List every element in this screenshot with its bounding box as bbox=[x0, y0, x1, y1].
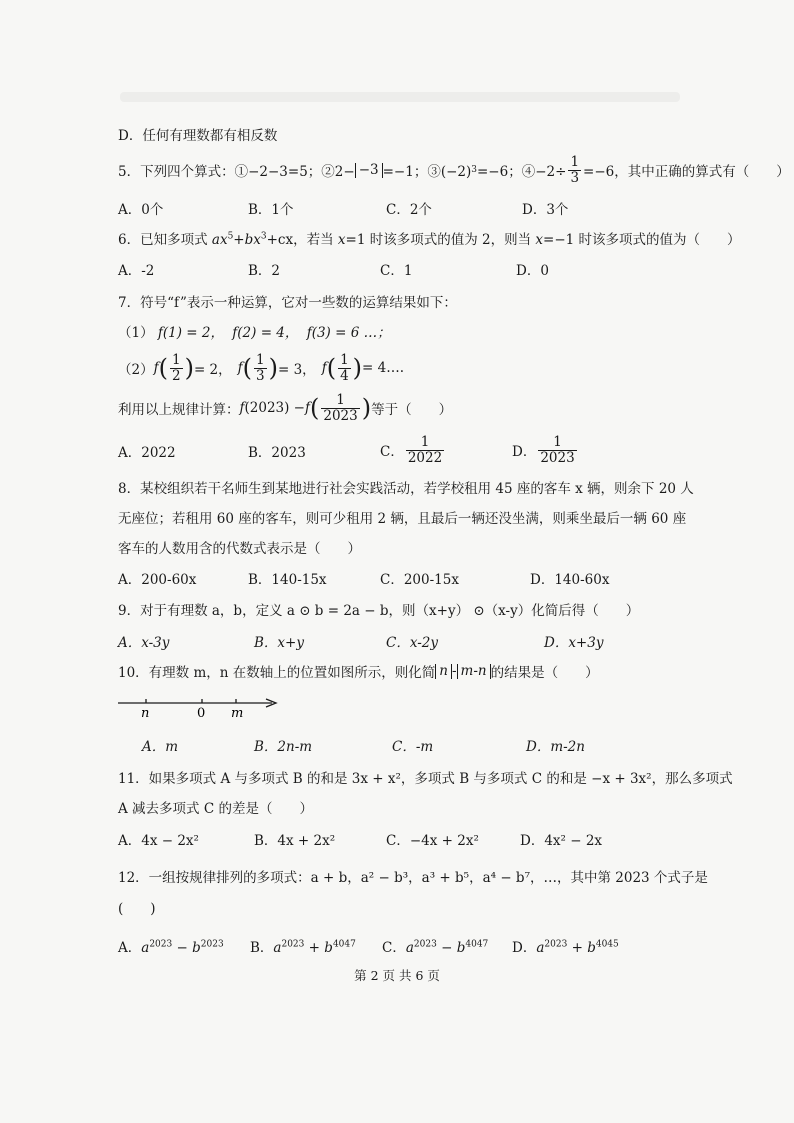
label-zero: 0 bbox=[197, 706, 206, 720]
q7-stem: 7．符号“f”表示一种运算，它对一些数的运算结果如下： bbox=[118, 295, 457, 311]
q7-calc-f1: f bbox=[239, 400, 245, 416]
q5-options bbox=[0, 198, 794, 220]
q8-option-a: A．200-60x bbox=[118, 572, 197, 588]
scan-smudge bbox=[120, 92, 680, 102]
q6-t6: +cx，若当 bbox=[266, 232, 338, 248]
q5-text-2: =−1；③(−2) bbox=[382, 164, 472, 180]
q6-t10: =−1 时该多项式的值为（ ） bbox=[543, 232, 741, 248]
q6-t5: 3 bbox=[260, 231, 267, 242]
q10-option-c: C．-m bbox=[392, 739, 434, 755]
q5-option-c: C．2个 bbox=[386, 202, 432, 218]
q11-option-d: D．4x² − 2x bbox=[520, 833, 603, 849]
q8-line2: 无座位；若租用 60 座的客车，则可少租用 2 辆，且最后一辆还没坐满，则乘坐最后一辆 60 座 bbox=[118, 511, 687, 527]
q7-f-1: f bbox=[153, 360, 159, 376]
q7-eq3: = 3， bbox=[277, 362, 316, 378]
q5-stem bbox=[118, 150, 790, 190]
q11-options bbox=[0, 829, 794, 851]
q7-calc-prefix: 利用以上规律计算： bbox=[118, 402, 240, 418]
q6-option-b: B．2 bbox=[248, 263, 281, 279]
q6-t9: x bbox=[535, 232, 544, 248]
q5-frac-den: 3 bbox=[570, 169, 580, 186]
q6-t4: +bx bbox=[233, 232, 261, 248]
q10-abs-mn: m-n bbox=[457, 664, 491, 679]
q7-frac-half: $\frac{1}{2}$ bbox=[171, 352, 181, 384]
q6-t1: 6．已知多项式 bbox=[118, 232, 212, 248]
q7-l1-c: f(3) = 6 …； bbox=[306, 325, 391, 341]
q12-option-a: A．$a^{2023} - b^{2023}$ bbox=[118, 939, 224, 956]
q6-t7: x bbox=[337, 232, 346, 248]
q7-line2: （2） f ( $\frac{1}{2}$ ) = 2， f ( $\frac{1}{3}$ ) = 3， f ( $\frac{1}{4}$ ) = 4…. bbox=[118, 352, 405, 384]
number-line bbox=[0, 690, 794, 720]
q10-option-a: A．m bbox=[142, 739, 179, 755]
q11-option-a: A．4x − 2x² bbox=[118, 833, 199, 849]
q5-option-a: A．0个 bbox=[118, 202, 164, 218]
q7-eq2: = 2， bbox=[193, 362, 232, 378]
q9-options bbox=[0, 631, 794, 653]
q11-line1: 11．如果多项式 A 与多项式 B 的和是 3x + x²，多项式 B 与多项式 C 的和是 −x + 3x²，那么多项式 bbox=[118, 771, 733, 787]
q8-option-b: B．140-15x bbox=[248, 572, 327, 588]
q7-option-b: B．2023 bbox=[248, 445, 306, 461]
q7-calc-f2: f bbox=[305, 400, 310, 416]
q12-option-d: D．$a^{2023} + b^{4045}$ bbox=[512, 939, 619, 956]
q7-option-a: A．2022 bbox=[118, 445, 176, 461]
q10-minus: - bbox=[451, 663, 457, 679]
q5-abs: −3 bbox=[355, 163, 383, 178]
q7-eq4: = 4…. bbox=[362, 360, 405, 376]
q6-option-d: D．0 bbox=[516, 263, 549, 279]
q9-option-b: B．x+y bbox=[254, 635, 304, 651]
q5-frac-num: 1 bbox=[570, 154, 580, 171]
q7-f-3: f bbox=[321, 360, 327, 376]
q5-text-4: =−6，其中正确的算式有（ ） bbox=[583, 164, 790, 180]
q8-line3: 客车的人数用含的代数式表示是（ ） bbox=[118, 541, 361, 557]
label-m: m bbox=[231, 706, 244, 720]
q10-option-b: B．2n-m bbox=[254, 739, 313, 755]
q7-calc-mid: (2023) − bbox=[244, 400, 305, 416]
q7-options bbox=[0, 432, 794, 472]
q5-option-b: B．1个 bbox=[248, 202, 294, 218]
q7-line1 bbox=[118, 321, 738, 341]
q7-option-c: C． $\frac{1}{2022}$ bbox=[380, 434, 443, 466]
q9-option-a: A．x-3y bbox=[118, 635, 170, 651]
q8-options bbox=[0, 568, 794, 590]
q10-abs-n: n bbox=[435, 664, 452, 679]
q7-option-d: D． $\frac{1}{2023}$ bbox=[512, 434, 575, 466]
q10-prefix: 10．有理数 m，n 在数轴上的位置如图所示，则化简 bbox=[118, 665, 436, 681]
page-footer: 第 2 页 共 6 页 bbox=[354, 968, 440, 983]
q7-l1-prefix: （1） bbox=[118, 325, 154, 341]
q7-frac-quarter: $\frac{1}{4}$ bbox=[340, 352, 349, 384]
q6-option-a: A．-2 bbox=[118, 263, 155, 279]
label-n: n bbox=[141, 706, 150, 720]
q12-option-b: B．$a^{2023} + b^{4047}$ bbox=[250, 939, 356, 956]
q6-stem bbox=[118, 228, 741, 248]
q12-line2: ( ) bbox=[118, 901, 156, 917]
q11-option-c: C．−4x + 2x² bbox=[386, 833, 479, 849]
q7-l2-prefix: （2） bbox=[118, 362, 154, 378]
q7-f-2: f bbox=[237, 360, 243, 376]
q5-option-d: D．3个 bbox=[522, 202, 569, 218]
q5-fraction bbox=[568, 155, 581, 184]
q5-text-3: =−6；④−2÷ bbox=[477, 164, 567, 180]
q7-calc-suffix: 等于（ ） bbox=[371, 402, 453, 418]
q11-option-b: B．4x + 2x² bbox=[254, 833, 336, 849]
q6-options bbox=[0, 259, 794, 281]
q8-option-d: D．140-60x bbox=[530, 572, 610, 588]
q7-l1-b: f(2) = 4， bbox=[232, 325, 299, 341]
q6-t8: =1 时该多项式的值为 2，则当 bbox=[345, 232, 536, 248]
q5-text-1: 5．下列四个算式：①−2−3=5；②2− bbox=[118, 164, 355, 180]
q6-t2: ax bbox=[211, 232, 228, 248]
q9-stem: 9．对于有理数 a，b，定义 a ⊙ b = 2a − b，则（x+y） ⊙（x-y）化简后得（ ） bbox=[118, 603, 640, 619]
q4-option-d: D．任何有理数都有相反数 bbox=[118, 128, 278, 144]
q7-calc: 利用以上规律计算： f (2023) − f ( $\frac{1}{2023}$ ) 等于（ ） bbox=[118, 392, 453, 424]
q6-t3: 5 bbox=[227, 231, 234, 242]
q10-suffix: 的结果是（ ） bbox=[490, 665, 599, 681]
q12-options bbox=[0, 936, 794, 958]
q10-option-d: D．m-2n bbox=[526, 739, 585, 755]
q10-stem bbox=[118, 661, 758, 681]
q9-option-c: C．x-2y bbox=[386, 635, 438, 651]
q6-option-c: C．1 bbox=[380, 263, 413, 279]
q12-line1: 12．一组按规律排列的多项式：a + b，a² − b³，a³ + b⁵，a⁴ − b⁷，…，其中第 2023 个式子是 bbox=[118, 870, 708, 886]
q7-calc-frac: $\frac{1}{2023}$ bbox=[323, 392, 358, 424]
q9-option-d: D．x+3y bbox=[544, 635, 604, 651]
q8-option-c: C．200-15x bbox=[380, 572, 459, 588]
q8-line1: 8．某校组织若干名师生到某地进行社会实践活动，若学校租用 45 座的客车 x 辆，则余下 20 人 bbox=[118, 481, 694, 497]
q11-line2: A 减去多项式 C 的差是（ ） bbox=[118, 801, 313, 817]
q7-l1-a: f(1) = 2， bbox=[157, 325, 224, 341]
q10-options bbox=[0, 735, 794, 757]
q7-frac-third: $\frac{1}{3}$ bbox=[256, 352, 265, 384]
q5-exp: 3 bbox=[471, 165, 477, 175]
q12-option-c: C．$a^{2023} - b^{4047}$ bbox=[382, 939, 489, 956]
